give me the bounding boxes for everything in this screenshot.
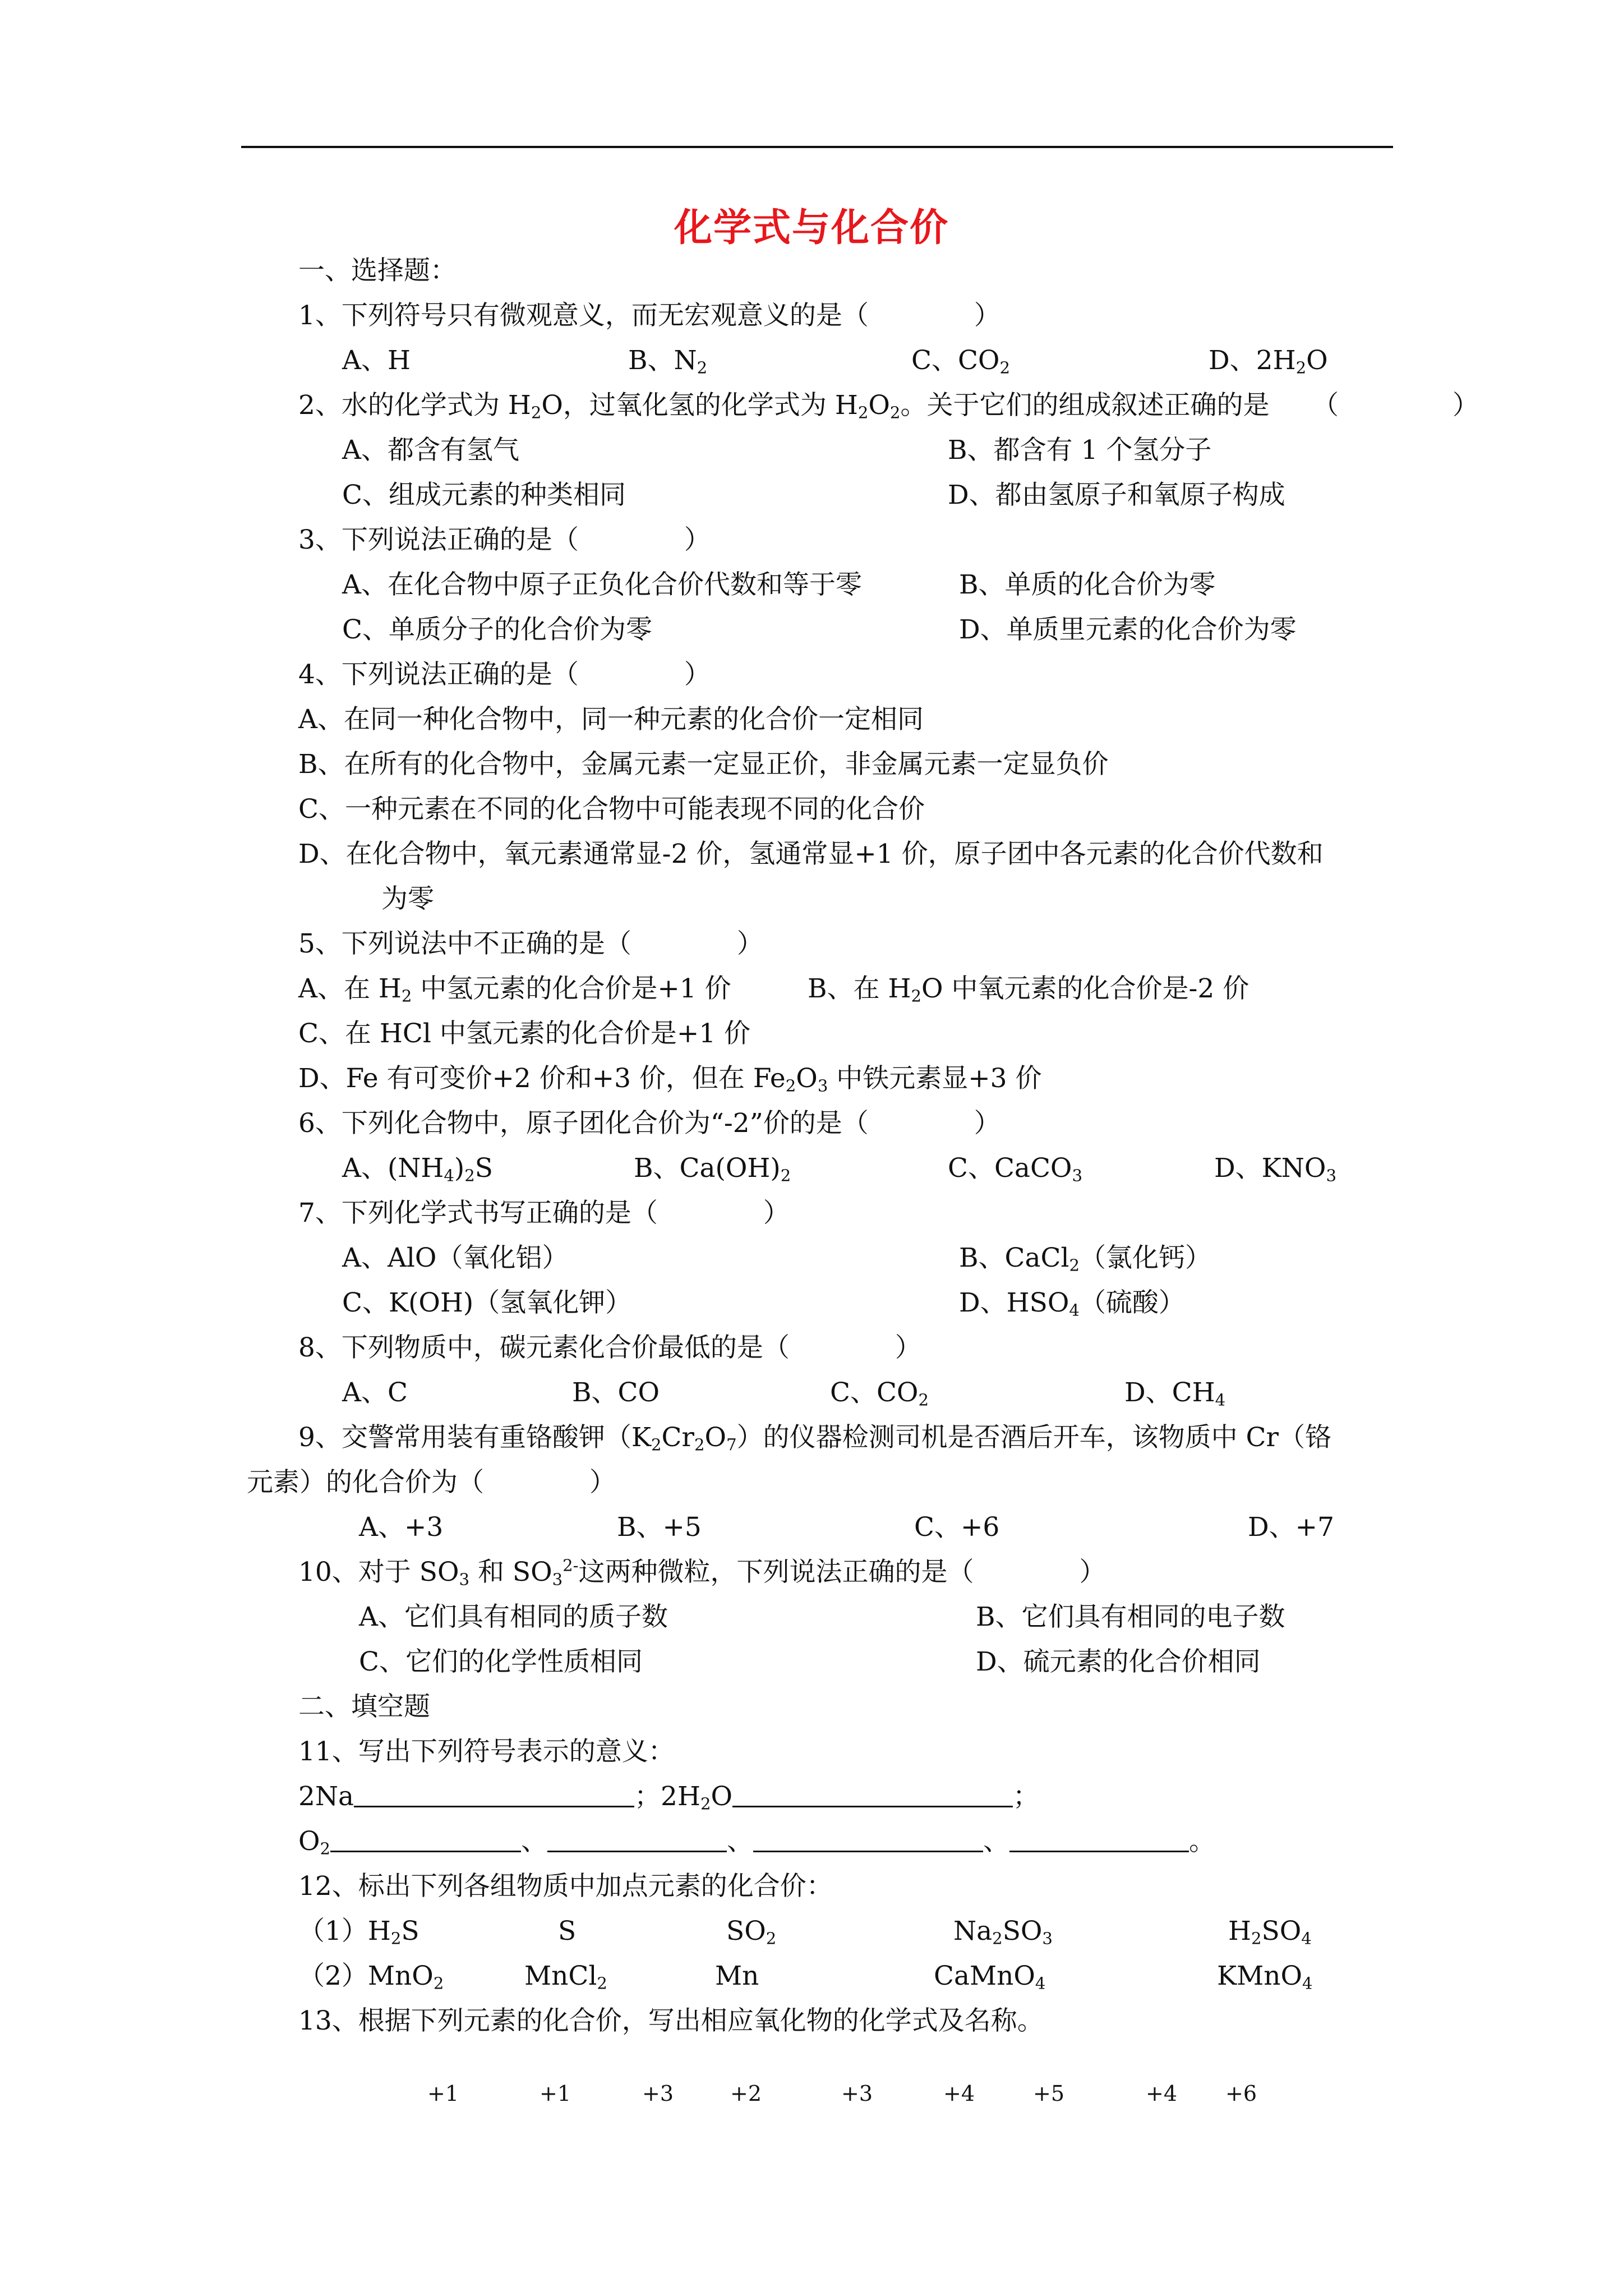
q3-option-c: C、单质分子的化合价为零 (342, 614, 652, 645)
q12-r2-mncl2: MnCl$_2$ (524, 1961, 607, 1993)
section-fill-heading: 二、填空题 (298, 1691, 430, 1722)
q6-option-d: D、$KNO_3$ (1214, 1153, 1336, 1185)
q3-option-b: B、单质的化合价为零 (959, 569, 1216, 600)
q7-option-a: A、AlO（氧化铝） (342, 1243, 569, 1273)
q13-valence: +6 (1225, 2081, 1257, 2106)
answer-blank[interactable] (732, 1780, 1013, 1807)
q8-stem: 8、下列物质中，碳元素化合价最低的是（ ） (298, 1332, 921, 1363)
q9-stem-cont: 元素）的化合价为（ ） (247, 1467, 616, 1498)
q13-valence: +4 (1146, 2081, 1178, 2106)
q12-r2-mno2: （2）MnO$_2$ (298, 1961, 444, 1993)
q8-option-a: A、C (342, 1377, 408, 1408)
q12-r2-kmno4: KMnO$_4$ (1217, 1961, 1313, 1993)
q10-option-a: A、它们具有相同的质子数 (359, 1602, 668, 1632)
q1-option-d: D、$2H_2O$ (1209, 345, 1328, 378)
section-choice-heading: 一、选择题： (298, 255, 457, 286)
q9-stem: 9、交警常用装有重铬酸钾$(K_2Cr_2O_7)$的仪器检测司机是否酒后开车，该物质中 Cr（铬 (298, 1422, 1331, 1455)
q1-stem: 1、下列符号只有微观意义，而无宏观意义的是（ ） (298, 300, 1000, 331)
q3-stem: 3、下列说法正确的是（ ） (298, 524, 711, 555)
q5-option-d: D、Fe 有可变价+2 价和+3 价，但在 $Fe_2O_3$ 中铁元素显+3 价 (298, 1063, 1042, 1096)
q13-valence: +3 (642, 2081, 674, 2106)
q12-r1-na2so3: $Na_2SO_3$ (953, 1916, 1053, 1948)
q11-stem: 11、写出下列符号表示的意义： (298, 1736, 675, 1767)
answer-blank[interactable] (547, 1825, 727, 1852)
q2-paren-open: （ (1312, 390, 1339, 421)
answer-blank[interactable] (354, 1780, 634, 1807)
q4-option-a: A、在同一种化合物中，同一种元素的化合价一定相同 (298, 704, 924, 735)
q1-option-a: A、H (342, 345, 411, 376)
q5-option-a: A、在 $H_2$ 中氢元素的化合价是+1 价 (298, 973, 731, 1006)
q3-option-d: D、单质里元素的化合价为零 (959, 614, 1297, 645)
q9-option-b: B、+5 (617, 1512, 702, 1543)
q7-option-c: C、K(OH)（氢氧化钾） (342, 1287, 632, 1318)
q12-r1-so2: $SO_2$ (726, 1916, 777, 1948)
q12-r2-camno4: CaMnO$_4$ (934, 1961, 1046, 1993)
q5-option-c: C、在 HCl 中氢元素的化合价是+1 价 (298, 1018, 751, 1049)
q8-option-b: B、CO (572, 1377, 660, 1408)
q6-stem: 6、下列化合物中，原子团化合价为“-2”价的是（ ） (298, 1108, 1000, 1139)
q6-option-a: A、$(NH_4)_2S$ (342, 1153, 493, 1185)
answer-blank[interactable] (330, 1825, 521, 1852)
q6-option-b: B、$Ca(OH)_2$ (634, 1153, 791, 1185)
q4-option-d-cont: 为零 (381, 884, 434, 914)
q9-option-a: A、+3 (359, 1512, 444, 1543)
q10-option-b: B、它们具有相同的电子数 (976, 1602, 1285, 1632)
q4-stem: 4、下列说法正确的是（ ） (298, 659, 711, 690)
q2-stem: 2、水的化学式为 $H_2O$，过氧化氢的化学式为 $H_2O_2$。关于它们的组成叙述正确的是 (298, 390, 1270, 422)
q7-stem: 7、下列化学式书写正确的是（ ） (298, 1198, 790, 1228)
q11-line1: 2Na ；$2H_2O$ ； (298, 1781, 1040, 1814)
q2-option-b: B、都含有 1 个氢分子 (948, 435, 1212, 466)
q7-option-d: D、$HSO_4$（硫酸） (959, 1287, 1185, 1320)
header-rule (241, 146, 1393, 148)
q8-option-c: C、$CO_2$ (830, 1377, 929, 1410)
q2-paren-close: ） (1453, 390, 1479, 421)
q8-option-d: D、$CH_4$ (1124, 1377, 1226, 1410)
q2-option-c: C、组成元素的种类相同 (342, 480, 626, 510)
q6-option-c: C、CaCO$_3$ (948, 1153, 1082, 1185)
q13-valence: +3 (841, 2081, 873, 2106)
q13-valence: +4 (943, 2081, 975, 2106)
q4-option-d: D、在化合物中，氧元素通常显-2 价，氢通常显+1 价，原子团中各元素的化合价代数和 (298, 839, 1324, 869)
q12-r1-h2so4: $H_2SO_4$ (1228, 1916, 1312, 1948)
q11-line2: $O_2$ 、 、 、 。 (298, 1826, 1216, 1858)
q2-option-d: D、都由氢原子和氧原子构成 (948, 480, 1285, 510)
q13-valence: +2 (730, 2081, 762, 2106)
q2-option-a: A、都含有氢气 (342, 435, 519, 466)
q10-option-d: D、硫元素的化合价相同 (976, 1646, 1261, 1677)
q9-option-d: D、+7 (1248, 1512, 1334, 1543)
q4-option-b: B、在所有的化合物中，金属元素一定显正价，非金属元素一定显负价 (298, 749, 1109, 780)
answer-blank[interactable] (1009, 1825, 1189, 1852)
q13-valence: +5 (1033, 2081, 1065, 2106)
q1-option-b: B、$N_2$ (628, 345, 708, 378)
page-title: 化学式与化合价 (674, 206, 949, 250)
q12-r1-h2s: $(1)H_2S$ (298, 1916, 419, 1948)
q1-option-c: C、$CO_2$ (911, 345, 1010, 378)
q13-valence: +1 (427, 2081, 459, 2106)
q10-option-c: C、它们的化学性质相同 (359, 1646, 643, 1677)
q7-option-b: B、CaCl$_2$（氯化钙） (959, 1243, 1212, 1275)
q13-stem: 13、根据下列元素的化合价，写出相应氧化物的化学式及名称。 (298, 2005, 1044, 2036)
q5-stem: 5、下列说法中不正确的是（ ） (298, 928, 763, 959)
answer-blank[interactable] (753, 1825, 983, 1852)
q12-r2-mn: Mn (715, 1961, 759, 1991)
q5-option-b: B、在 $H_2O$ 中氧元素的化合价是-2 价 (808, 973, 1249, 1006)
q13-valence: +1 (540, 2081, 571, 2106)
q10-stem: 10、对于 $SO_3$ 和 $SO_3^{2-}$这两种微粒，下列说法正确的是（ ） (298, 1556, 1106, 1589)
q3-option-a: A、在化合物中原子正负化合价代数和等于零 (342, 569, 862, 600)
q12-r1-s: S (558, 1916, 577, 1947)
q12-stem: 12、标出下列各组物质中加点元素的化合价： (298, 1871, 833, 1902)
q9-option-c: C、+6 (914, 1512, 1000, 1543)
q4-option-c: C、一种元素在不同的化合物中可能表现不同的化合价 (298, 794, 925, 825)
